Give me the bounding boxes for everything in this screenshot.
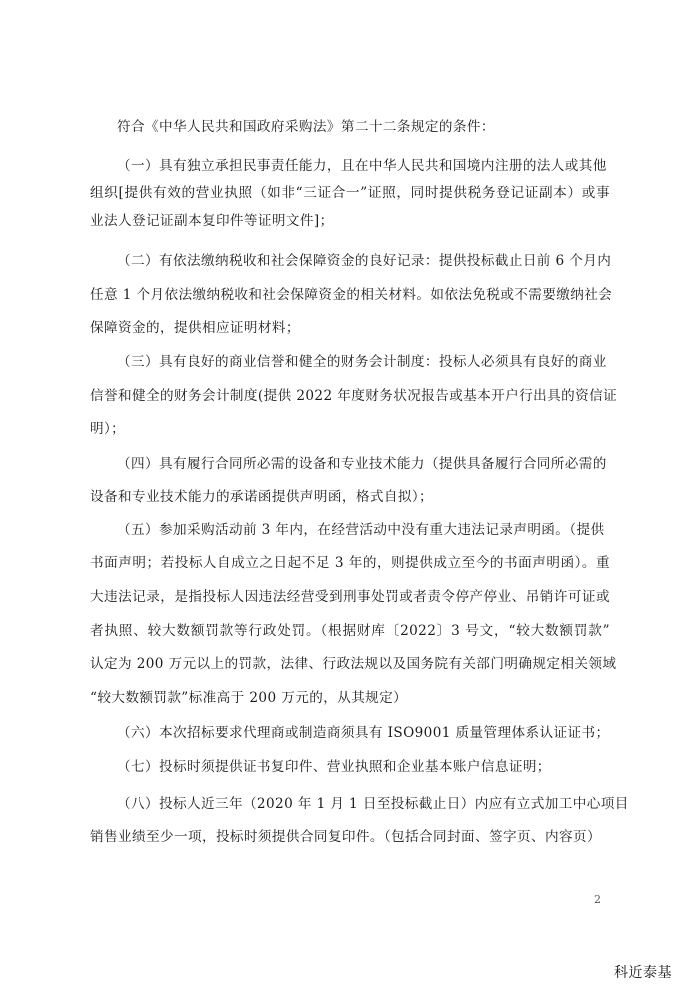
text-line: 业法人登记证副本复印件等证明文件]； [90,213,334,229]
text-line: 明）； [90,421,126,437]
text-line: （三）具有良好的商业信誉和健全的财务会计制度：投标人必须具有良好的商业 [117,354,607,370]
text-line: （七）投标时须提供证书复印件、营业执照和企业基本账户信息证明； [117,759,551,775]
text-line: “较大数额罚款”标准高于 200 万元的，从其规定） [90,690,408,706]
text-line: 组织[提供有效的营业执照（如非“三证合一”证照，同时提供税务登记证副本）或事 [90,185,610,201]
text-line: （五）参加采购活动前 3 年内，在经营活动中没有重大违法记录声明函。（提供 [117,522,605,538]
text-line: 符合《中华人民共和国政府采购法》第二十二条规定的条件： [117,119,495,135]
text-line: 销售业绩至少一项，投标时须提供合同复印件。（包括合同封面、签字页、内容页） [90,829,601,845]
text-line: 设备和专业技术能力的承诺函提供声明函，格式自拟）； [90,489,434,505]
text-line: 书面声明；若投标人自成立之日起不足 3 年的，则提供成立至今的书面声明函）。重 [90,555,610,571]
text-line: 认定为 200 万元以上的罚款，法律、行政法规以及国务院有关部门明确规定相关领域 [90,656,617,672]
text-line: （一）具有独立承担民事责任能力，且在中华人民共和国境内注册的法人或其他 [117,158,607,174]
text-line: 大违法记录，是指投标人因违法经营受到刑事处罚或者责令停产停业、吊销许可证或 [90,589,610,605]
text-line: 者执照、较大数额罚款等行政处罚。（根据财库〔2022〕3 号文，“较大数额罚款” [90,623,610,639]
text-line: 信誉和健全的财务会计制度(提供 2022 年度财务状况报告或基本开户行出具的资信证 [90,388,618,404]
text-line: 任意 1 个月依法缴纳税收和社会保障资金的相关材料。如依法免税或不需要缴纳社会 [90,287,613,303]
page-number: 2 [594,893,601,906]
text-line: （八）投标人近三年（2020 年 1 月 1 日至投标截止日）内应有立式加工中心项目 [117,796,629,812]
text-line: （六）本次招标要求代理商或制造商须具有 ISO9001 质量管理体系认证证书； [117,725,610,741]
footer-watermark: 科近泰基 [614,965,672,981]
text-line: 保障资金的，提供相应证明材料； [90,320,300,336]
text-line: （二）有依法缴纳税收和社会保障资金的良好记录：提供投标截止日前 6 个月内 [117,253,612,269]
text-line: （四）具有履行合同所必需的设备和专业技术能力（提供具备履行合同所必需的 [117,456,607,472]
